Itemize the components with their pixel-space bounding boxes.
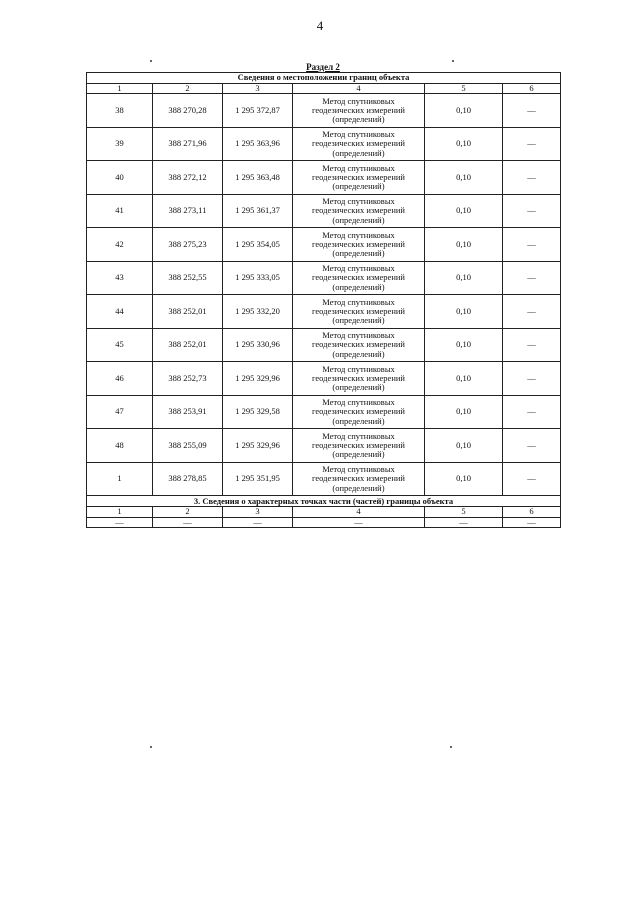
- method-line: (определений): [332, 348, 385, 359]
- method-line: Метод спутниковых: [322, 196, 395, 207]
- x-coordinate-cell: 388 272,12: [153, 161, 223, 195]
- note-cell: —: [503, 429, 561, 463]
- column-number-cell: 6: [503, 84, 561, 94]
- method-cell: [293, 127, 425, 161]
- table-row: [87, 517, 561, 527]
- method-line: Метод спутниковых: [322, 464, 395, 475]
- accuracy-cell: 0,10: [425, 228, 503, 262]
- method-line: Метод спутниковых: [322, 162, 395, 173]
- accuracy-cell: 0,10: [425, 362, 503, 396]
- scan-speck: [150, 746, 152, 748]
- point-number-cell: 40: [87, 161, 153, 195]
- x-coordinate-cell: 388 270,28: [153, 94, 223, 128]
- point-number-cell: 44: [87, 295, 153, 329]
- scan-speck: [452, 60, 454, 62]
- method-line: (определений): [332, 315, 385, 326]
- method-cell: [293, 194, 425, 228]
- point-number-cell: 47: [87, 395, 153, 429]
- y-coordinate-cell: 1 295 354,05: [223, 228, 293, 262]
- x-coordinate-cell: 388 255,09: [153, 429, 223, 463]
- accuracy-cell: 0,10: [425, 194, 503, 228]
- table-row: [87, 127, 561, 161]
- method-line: геодезических измерений: [312, 473, 405, 484]
- note-cell: —: [503, 362, 561, 396]
- note-cell: —: [503, 194, 561, 228]
- method-line: геодезических измерений: [312, 171, 405, 182]
- y-coordinate-cell: 1 295 329,96: [223, 429, 293, 463]
- method-line: (определений): [332, 248, 385, 259]
- point-number-cell: 46: [87, 362, 153, 396]
- y-coordinate-cell: 1 295 329,96: [223, 362, 293, 396]
- method-line: геодезических измерений: [312, 406, 405, 417]
- method-cell: [293, 362, 425, 396]
- method-cell: [293, 395, 425, 429]
- table-row: [87, 228, 561, 262]
- x-coordinate-cell: 388 252,01: [153, 295, 223, 329]
- accuracy-cell: 0,10: [425, 328, 503, 362]
- dash-cell: —: [293, 517, 425, 527]
- method-line: (определений): [332, 482, 385, 493]
- column-number-cell: 3: [223, 507, 293, 517]
- dash-cell: —: [87, 517, 153, 527]
- table-row: [87, 161, 561, 195]
- method-line: геодезических измерений: [312, 372, 405, 383]
- method-cell: [293, 462, 425, 496]
- method-line: Метод спутниковых: [322, 95, 395, 106]
- table1-title-row: [87, 73, 561, 84]
- table-row: [87, 328, 561, 362]
- x-coordinate-cell: 388 275,23: [153, 228, 223, 262]
- x-coordinate-cell: 388 252,01: [153, 328, 223, 362]
- method-line: Метод спутниковых: [322, 430, 395, 441]
- point-number-cell: 39: [87, 127, 153, 161]
- point-number-cell: 43: [87, 261, 153, 295]
- accuracy-cell: 0,10: [425, 295, 503, 329]
- point-number-cell: 42: [87, 228, 153, 262]
- note-cell: —: [503, 127, 561, 161]
- table1-column-numbers: [87, 84, 561, 94]
- method-line: геодезических измерений: [312, 305, 405, 316]
- method-cell: [293, 161, 425, 195]
- method-cell: [293, 429, 425, 463]
- table-row: [87, 362, 561, 396]
- column-number-cell: 4: [293, 84, 425, 94]
- column-number-cell: 2: [153, 507, 223, 517]
- method-cell: [293, 295, 425, 329]
- boundary-table: [86, 72, 561, 528]
- method-line: (определений): [332, 181, 385, 192]
- y-coordinate-cell: 1 295 361,37: [223, 194, 293, 228]
- dash-cell: —: [223, 517, 293, 527]
- method-line: Метод спутниковых: [322, 397, 395, 408]
- column-number-cell: 5: [425, 507, 503, 517]
- accuracy-cell: 0,10: [425, 261, 503, 295]
- column-number-cell: 4: [293, 507, 425, 517]
- method-line: Метод спутниковых: [322, 263, 395, 274]
- table2-column-numbers: [87, 507, 561, 517]
- method-cell: [293, 228, 425, 262]
- scan-speck: [450, 746, 452, 748]
- method-cell: [293, 94, 425, 128]
- note-cell: —: [503, 228, 561, 262]
- note-cell: —: [503, 94, 561, 128]
- method-line: (определений): [332, 114, 385, 125]
- point-number-cell: 41: [87, 194, 153, 228]
- note-cell: —: [503, 261, 561, 295]
- x-coordinate-cell: 388 278,85: [153, 462, 223, 496]
- method-cell: [293, 261, 425, 295]
- table2-title: 3. Сведения о характерных точках части (частей) границы объекта: [87, 496, 561, 507]
- method-line: геодезических измерений: [312, 138, 405, 149]
- column-number-cell: 6: [503, 507, 561, 517]
- column-number-cell: 1: [87, 507, 153, 517]
- table-row: [87, 462, 561, 496]
- method-line: (определений): [332, 214, 385, 225]
- table-row: [87, 261, 561, 295]
- method-line: геодезических измерений: [312, 205, 405, 216]
- method-line: (определений): [332, 147, 385, 158]
- method-line: Метод спутниковых: [322, 229, 395, 240]
- dash-cell: —: [153, 517, 223, 527]
- dash-cell: —: [425, 517, 503, 527]
- scan-speck: [150, 60, 152, 62]
- x-coordinate-cell: 388 252,55: [153, 261, 223, 295]
- accuracy-cell: 0,10: [425, 161, 503, 195]
- method-line: (определений): [332, 281, 385, 292]
- table-row: [87, 429, 561, 463]
- y-coordinate-cell: 1 295 372,87: [223, 94, 293, 128]
- page-number: 4: [316, 18, 324, 33]
- point-number-cell: 45: [87, 328, 153, 362]
- y-coordinate-cell: 1 295 363,48: [223, 161, 293, 195]
- point-number-cell: 38: [87, 94, 153, 128]
- table2-title-row: [87, 496, 561, 507]
- method-line: (определений): [332, 449, 385, 460]
- boundary-table-body: [87, 73, 561, 528]
- y-coordinate-cell: 1 295 333,05: [223, 261, 293, 295]
- table-row: [87, 194, 561, 228]
- method-line: геодезических измерений: [312, 272, 405, 283]
- column-number-cell: 3: [223, 84, 293, 94]
- y-coordinate-cell: 1 295 363,96: [223, 127, 293, 161]
- accuracy-cell: 0,10: [425, 462, 503, 496]
- method-line: Метод спутниковых: [322, 330, 395, 341]
- x-coordinate-cell: 388 271,96: [153, 127, 223, 161]
- note-cell: —: [503, 295, 561, 329]
- method-line: (определений): [332, 415, 385, 426]
- note-cell: —: [503, 462, 561, 496]
- y-coordinate-cell: 1 295 351,95: [223, 462, 293, 496]
- table-row: [87, 94, 561, 128]
- method-line: (определений): [332, 382, 385, 393]
- column-number-cell: 1: [87, 84, 153, 94]
- section-title: Раздел 2: [306, 62, 340, 72]
- method-cell: [293, 328, 425, 362]
- table-row: [87, 395, 561, 429]
- accuracy-cell: 0,10: [425, 127, 503, 161]
- x-coordinate-cell: 388 253,91: [153, 395, 223, 429]
- method-line: геодезических измерений: [312, 104, 405, 115]
- point-number-cell: 48: [87, 429, 153, 463]
- column-number-cell: 5: [425, 84, 503, 94]
- dash-cell: —: [503, 517, 561, 527]
- y-coordinate-cell: 1 295 330,96: [223, 328, 293, 362]
- accuracy-cell: 0,10: [425, 94, 503, 128]
- table-row: [87, 295, 561, 329]
- column-number-cell: 2: [153, 84, 223, 94]
- table1-title: Сведения о местоположении границ объекта: [87, 73, 561, 84]
- note-cell: —: [503, 395, 561, 429]
- point-number-cell: 1: [87, 462, 153, 496]
- x-coordinate-cell: 388 273,11: [153, 194, 223, 228]
- method-line: Метод спутниковых: [322, 363, 395, 374]
- method-line: Метод спутниковых: [322, 296, 395, 307]
- y-coordinate-cell: 1 295 329,58: [223, 395, 293, 429]
- accuracy-cell: 0,10: [425, 429, 503, 463]
- accuracy-cell: 0,10: [425, 395, 503, 429]
- note-cell: —: [503, 161, 561, 195]
- method-line: геодезических измерений: [312, 339, 405, 350]
- method-line: геодезических измерений: [312, 238, 405, 249]
- y-coordinate-cell: 1 295 332,20: [223, 295, 293, 329]
- method-line: геодезических измерений: [312, 439, 405, 450]
- note-cell: —: [503, 328, 561, 362]
- method-line: Метод спутниковых: [322, 129, 395, 140]
- x-coordinate-cell: 388 252,73: [153, 362, 223, 396]
